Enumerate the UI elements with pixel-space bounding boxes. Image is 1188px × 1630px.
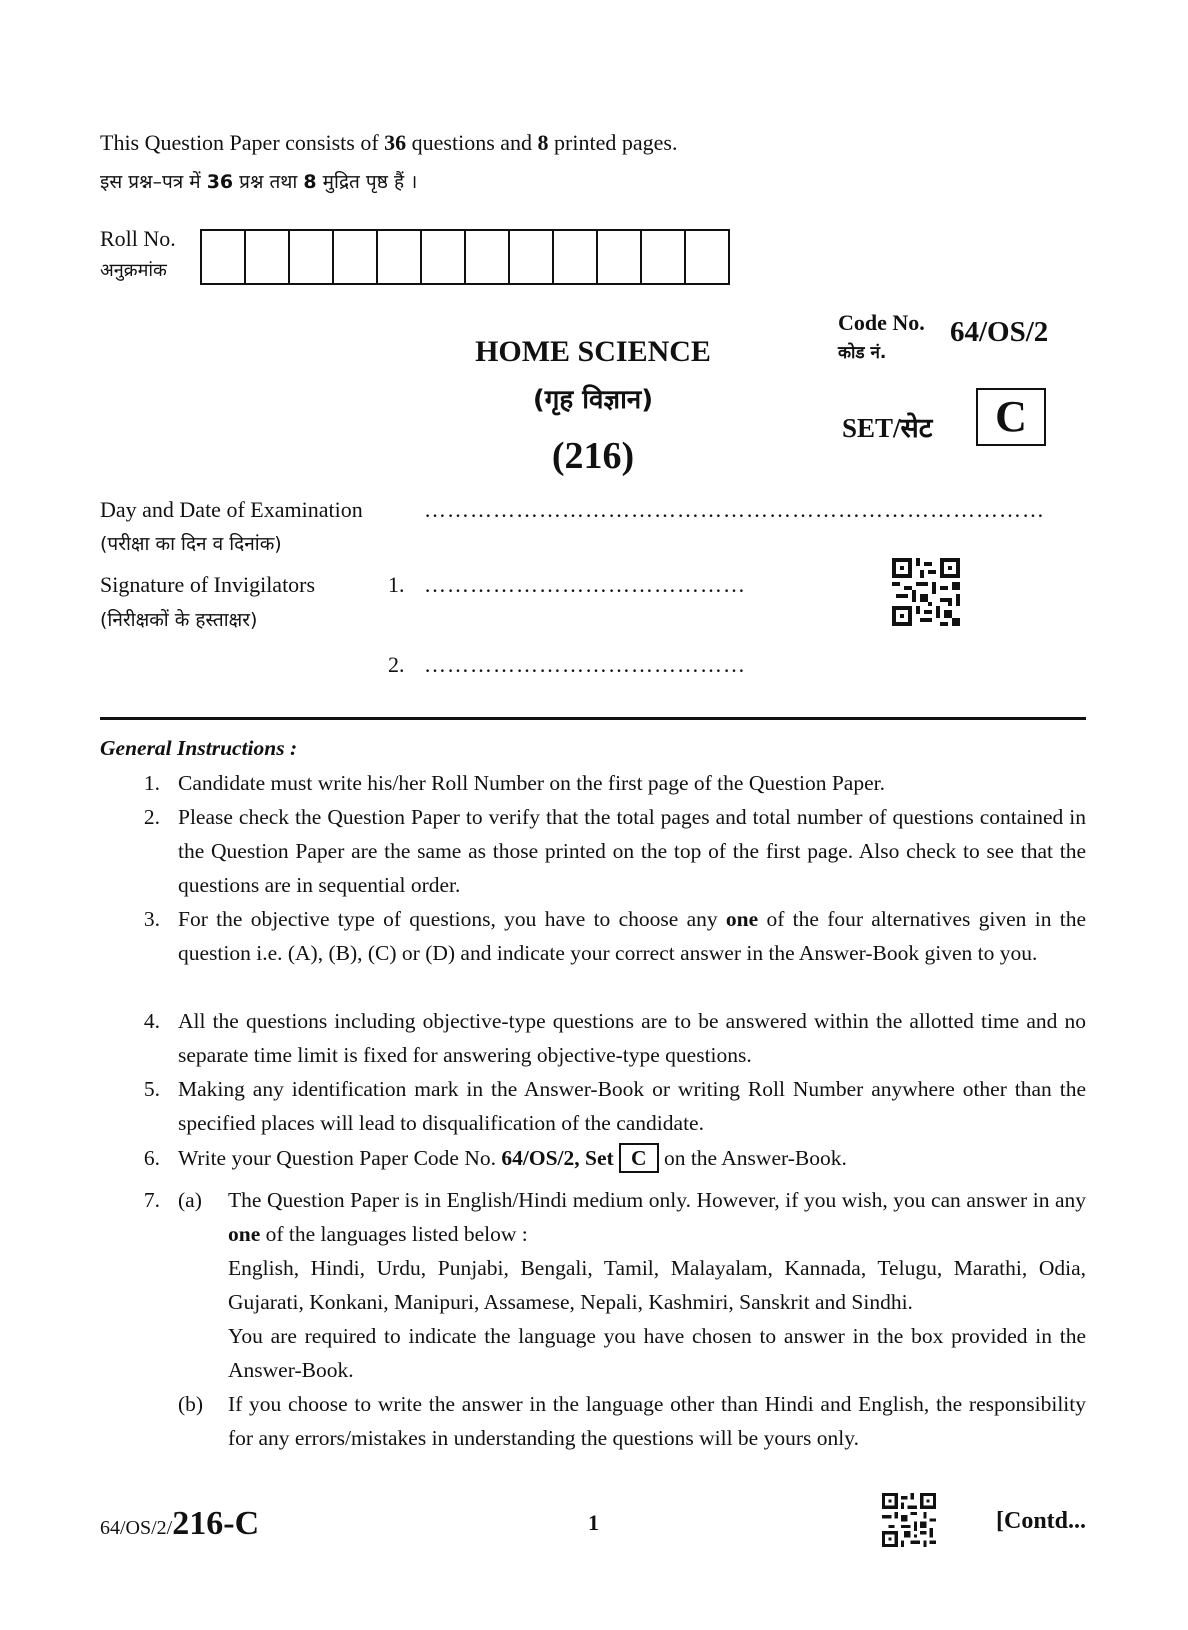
roll-label-en: Roll No. xyxy=(100,226,176,251)
exam-date-field[interactable]: ……………………………………………………………………… xyxy=(424,497,1045,522)
set-label: SET/सेट xyxy=(842,413,933,443)
instruction-text: Write your Question Paper Code No. 64/OS/2, Set C on the Answer-Book. xyxy=(178,1141,1086,1175)
instruction-text: Please check the Question Paper to verify that the total pages and total number of questions contained in the Question Paper are the same as those printed on the top of the first page. Also check to see that the questions are in sequential order. xyxy=(178,805,1086,897)
contd-label: [Contd... xyxy=(996,1508,1087,1534)
header-line-hindi xyxy=(100,168,417,194)
roll-number-box[interactable] xyxy=(598,231,642,283)
text: questions and xyxy=(406,130,538,155)
page-count: 8 xyxy=(537,130,549,155)
instruction-text: Making any identification mark in the Answer-Book or writing Roll Number anywhere other than the specified places will lead to disqualification of the candidate. xyxy=(178,1077,1086,1135)
text: This Question Paper consists of xyxy=(100,130,385,155)
roll-number-box[interactable] xyxy=(466,231,510,283)
qr-code-icon xyxy=(892,558,960,626)
roll-number-box[interactable] xyxy=(246,231,290,283)
header-line-english xyxy=(100,130,677,156)
roll-number-box[interactable] xyxy=(686,231,730,283)
roll-number-grid xyxy=(200,229,730,285)
instruction-number: 4. xyxy=(143,1009,160,1033)
instruction-text: You are required to indicate the language you have chosen to answer in the box provided in the Answer-Book. xyxy=(228,1324,1086,1382)
page-count: 8 xyxy=(303,171,317,193)
text: प्रश्न तथा xyxy=(233,171,304,193)
instruction-item xyxy=(100,800,1086,902)
roll-number-box[interactable] xyxy=(510,231,554,283)
instruction-text: The Question Paper is in English/Hindi medium only. However, if you wish, you can answer in any one of the languages listed below : xyxy=(228,1188,1086,1246)
instruction-number: 2. xyxy=(143,805,160,829)
instruction-text: All the questions including objective-type questions are to be answered within the allotted time and no separate time limit is fixed for answering objective-type questions. xyxy=(178,1009,1086,1067)
set-box: C xyxy=(976,388,1046,446)
roll-number-box[interactable] xyxy=(642,231,686,283)
sign-label-hi: (निरीक्षकों के हस्ताक्षर) xyxy=(100,609,258,631)
instruction-text: Candidate must write his/her Roll Number on the first page of the Question Paper. xyxy=(178,771,885,795)
set-inline-box: C xyxy=(619,1143,659,1173)
exam-date-label-hi: (परीक्षा का दिन व दिनांक) xyxy=(100,533,282,555)
exam-date-label-en: Day and Date of Examination xyxy=(100,497,363,522)
language-list: English, Hindi, Urdu, Punjabi, Bengali, Tamil, Malayalam, Kannada, Telugu, Marathi, Odia, Gujarati, Konkani, Manipuri, Assamese, Nepali, Kashmiri, Sanskrit and Sindhi. xyxy=(228,1256,1086,1314)
instruction-item xyxy=(100,1004,1086,1072)
sub-label: (b) xyxy=(178,1392,204,1416)
instruction-text: For the objective type of questions, you have to choose any one of the four alternatives given in the question i.e. (A), (B), (C) or (D) and indicate your correct answer in the Answer-Book given to you. xyxy=(178,907,1086,965)
sub-label: (a) xyxy=(178,1188,202,1212)
instruction-number: 3. xyxy=(143,907,160,931)
subject-code: (216) xyxy=(551,435,635,477)
footer-code xyxy=(100,1505,259,1543)
sign2-number: 2. xyxy=(388,652,405,677)
instruction-number: 6. xyxy=(143,1146,160,1170)
footer-code-small: 64/OS/2/ xyxy=(100,1517,173,1539)
instruction-item xyxy=(100,1183,1086,1455)
instructions-heading: General Instructions : xyxy=(100,736,298,760)
question-count: 36 xyxy=(384,130,407,155)
instruction-item xyxy=(100,902,1086,1004)
section-divider xyxy=(100,717,1086,720)
code-label-hi: कोड नं. xyxy=(838,343,887,363)
page-number: 1 xyxy=(588,1510,599,1535)
instruction-number: 1. xyxy=(143,771,160,795)
subject-title-en: HOME SCIENCE xyxy=(475,335,711,368)
text: मुद्रित पृष्ठ हैं । xyxy=(316,171,418,193)
instruction-item xyxy=(100,1072,1086,1140)
roll-number-box[interactable] xyxy=(422,231,466,283)
instruction-number: 5. xyxy=(143,1077,160,1101)
roll-number-box[interactable] xyxy=(334,231,378,283)
instruction-item xyxy=(100,1141,1086,1177)
question-count: 36 xyxy=(206,171,234,193)
qr-code-icon xyxy=(882,1493,936,1547)
sign-label-en: Signature of Invigilators xyxy=(100,572,316,597)
sign2-field[interactable]: …………………………………… xyxy=(424,652,746,677)
roll-number-box[interactable] xyxy=(378,231,422,283)
roll-number-box[interactable] xyxy=(202,231,246,283)
code-label-en: Code No. xyxy=(838,310,925,335)
sign1-number: 1. xyxy=(388,572,405,597)
subject-title-hi: (गृह विज्ञान) xyxy=(532,385,654,415)
instruction-text: If you choose to write the answer in the language other than Hindi and English, the responsibility for any errors/mistakes in understanding the questions will be yours only. xyxy=(228,1392,1086,1450)
instruction-item xyxy=(100,766,1086,800)
roll-number-box[interactable] xyxy=(554,231,598,283)
sign1-field[interactable]: …………………………………… xyxy=(424,572,746,597)
roll-label-hi: अनुक्रमांक xyxy=(100,260,167,281)
footer-code-big: 216-C xyxy=(172,1505,260,1542)
text: printed pages. xyxy=(548,130,678,155)
text: इस प्रश्न–पत्र में xyxy=(100,171,207,193)
code-value: 64/OS/2 xyxy=(950,316,1049,348)
instruction-number: 7. xyxy=(143,1188,160,1212)
roll-number-box[interactable] xyxy=(290,231,334,283)
